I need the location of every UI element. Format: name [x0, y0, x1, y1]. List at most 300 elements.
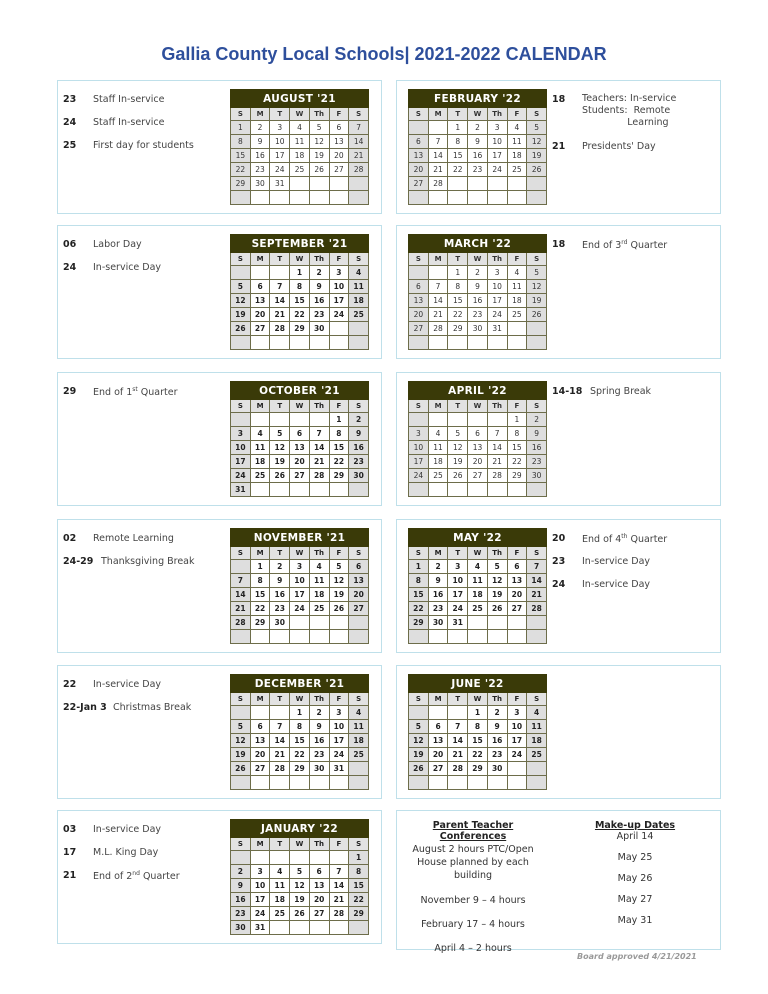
- calendar-day: 6: [507, 560, 527, 574]
- calendar-day: [290, 851, 310, 865]
- month-notes: [552, 239, 717, 262]
- note-item: [63, 870, 228, 893]
- day-name: Th: [309, 400, 329, 413]
- calendar-day: 7: [231, 574, 251, 588]
- calendar-day: [507, 177, 527, 191]
- note-item: [63, 386, 228, 409]
- calendar-day: [329, 191, 349, 205]
- calendar-day: 10: [329, 720, 349, 734]
- calendar-day: 20: [290, 455, 310, 469]
- calendar-day: 20: [309, 893, 329, 907]
- calendar-day: 23: [309, 748, 329, 762]
- calendar-day: [231, 560, 251, 574]
- calendar-day: 6: [468, 427, 488, 441]
- calendar-day: 21: [349, 149, 369, 163]
- calendar-day: [270, 336, 290, 350]
- calendar-day: 11: [349, 280, 369, 294]
- calendar-day: 11: [290, 135, 310, 149]
- calendar-day: [527, 630, 547, 644]
- day-name: M: [428, 400, 448, 413]
- calendar-day: 11: [309, 574, 329, 588]
- month-name: MAY '22: [409, 529, 547, 547]
- month-calendar: [230, 381, 369, 497]
- day-name: S: [349, 253, 369, 266]
- calendar-day: 12: [487, 574, 507, 588]
- calendar-day: [507, 616, 527, 630]
- month-notes: [63, 533, 228, 579]
- day-name: Th: [309, 838, 329, 851]
- calendar-day: [527, 322, 547, 336]
- calendar-day: 14: [448, 734, 468, 748]
- calendar-day: [250, 851, 270, 865]
- calendar-day: 19: [487, 588, 507, 602]
- calendar-day: 27: [428, 762, 448, 776]
- calendar-day: 4: [290, 121, 310, 135]
- calendar-day: 8: [468, 720, 488, 734]
- day-name: T: [270, 693, 290, 706]
- calendar-day: 27: [468, 469, 488, 483]
- calendar-day: [349, 177, 369, 191]
- calendar-day: 4: [309, 560, 329, 574]
- calendar-day: 16: [309, 734, 329, 748]
- calendar-day: 10: [250, 879, 270, 893]
- calendar-day: 12: [409, 734, 429, 748]
- note-text: Thanksgiving Break: [101, 556, 195, 567]
- day-name: Th: [487, 400, 507, 413]
- note-item: [552, 556, 717, 579]
- note-text: In-service Day: [93, 679, 162, 690]
- calendar-day: 15: [290, 734, 310, 748]
- calendar-day: 7: [270, 280, 290, 294]
- note-item: [63, 824, 228, 847]
- calendar-day: [250, 266, 270, 280]
- note-text: Presidents' Day: [582, 141, 656, 152]
- calendar-day: 31: [250, 921, 270, 935]
- note-item: [552, 386, 717, 409]
- calendar-day: 15: [250, 588, 270, 602]
- calendar-day: [250, 706, 270, 720]
- calendar-day: [270, 630, 290, 644]
- calendar-day: 4: [349, 706, 369, 720]
- calendar-day: 30: [527, 469, 547, 483]
- calendar-day: 13: [468, 441, 488, 455]
- note-text: Remote Learning: [93, 533, 174, 544]
- day-name: W: [468, 253, 488, 266]
- calendar-day: 22: [290, 308, 310, 322]
- day-name: S: [231, 400, 251, 413]
- calendar-day: 23: [349, 455, 369, 469]
- calendar-day: 22: [349, 893, 369, 907]
- calendar-day: 25: [527, 748, 547, 762]
- calendar-day: 19: [409, 748, 429, 762]
- day-name: M: [250, 693, 270, 706]
- calendar-day: [329, 322, 349, 336]
- calendar-day: 1: [409, 560, 429, 574]
- calendar-day: [329, 630, 349, 644]
- calendar-day: [329, 336, 349, 350]
- calendar-day: 27: [290, 469, 310, 483]
- calendar-day: 6: [250, 280, 270, 294]
- calendar-day: 21: [329, 893, 349, 907]
- calendar-day: 3: [409, 427, 429, 441]
- note-text: Spring Break: [590, 386, 652, 397]
- calendar-day: 18: [349, 294, 369, 308]
- day-name: S: [527, 253, 547, 266]
- note-date: 18: [552, 94, 566, 105]
- calendar-day: 28: [527, 602, 547, 616]
- calendar-day: [290, 483, 310, 497]
- calendar-day: 9: [468, 280, 488, 294]
- day-name: W: [468, 547, 488, 560]
- calendar-day: [428, 121, 448, 135]
- ptc-item: November 9 – 4 hours: [420, 895, 526, 906]
- calendar-day: 19: [231, 748, 251, 762]
- calendar-day: [290, 177, 310, 191]
- calendar-day: 27: [250, 322, 270, 336]
- calendar-day: 27: [349, 602, 369, 616]
- calendar-day: 14: [309, 441, 329, 455]
- calendar-day: [448, 177, 468, 191]
- calendar-day: 6: [409, 280, 429, 294]
- note-text: In-service Day: [93, 824, 162, 835]
- calendar-day: 29: [448, 322, 468, 336]
- calendar-day: 28: [270, 762, 290, 776]
- calendar-day: 10: [329, 280, 349, 294]
- calendar-day: [448, 336, 468, 350]
- calendar-day: 12: [309, 135, 329, 149]
- day-name: Th: [487, 253, 507, 266]
- note-date: 29: [63, 386, 77, 397]
- calendar-day: 28: [329, 907, 349, 921]
- calendar-day: 23: [250, 163, 270, 177]
- calendar-day: 27: [329, 163, 349, 177]
- note-text: In-service Day: [582, 579, 651, 590]
- note-date: 20: [552, 533, 566, 544]
- month-panel: [396, 80, 721, 214]
- day-name: S: [409, 108, 429, 121]
- calendar-day: 24: [231, 469, 251, 483]
- calendar-day: 12: [329, 574, 349, 588]
- month-panel: [57, 665, 382, 799]
- calendar-day: 29: [329, 469, 349, 483]
- calendar-day: 13: [309, 879, 329, 893]
- month-name: DECEMBER '21: [231, 675, 369, 693]
- calendar-day: 6: [349, 560, 369, 574]
- calendar-day: [250, 191, 270, 205]
- calendar-day: 24: [448, 602, 468, 616]
- calendar-day: 4: [349, 266, 369, 280]
- calendar-day: [409, 266, 429, 280]
- day-name: T: [448, 108, 468, 121]
- month-name: JANUARY '22: [231, 820, 369, 838]
- calendar-day: 6: [428, 720, 448, 734]
- calendar-day: [428, 266, 448, 280]
- day-name: S: [409, 400, 429, 413]
- calendar-day: 31: [270, 177, 290, 191]
- calendar-day: 28: [309, 469, 329, 483]
- calendar-day: 8: [448, 135, 468, 149]
- calendar-day: [349, 322, 369, 336]
- calendar-day: 1: [349, 851, 369, 865]
- note-item: [552, 94, 717, 141]
- calendar-day: 15: [409, 588, 429, 602]
- calendar-day: 29: [409, 616, 429, 630]
- note-item: [552, 239, 717, 262]
- calendar-day: 1: [507, 413, 527, 427]
- calendar-day: 1: [290, 706, 310, 720]
- month-name: JUNE '22: [409, 675, 547, 693]
- calendar-day: [349, 616, 369, 630]
- month-panel: [57, 810, 382, 944]
- calendar-day: [428, 483, 448, 497]
- calendar-day: 26: [329, 602, 349, 616]
- calendar-day: [349, 191, 369, 205]
- calendar-day: 9: [250, 135, 270, 149]
- calendar-day: 14: [487, 441, 507, 455]
- calendar-day: [527, 177, 547, 191]
- note-text: First day for students: [93, 140, 194, 151]
- day-name: Th: [487, 547, 507, 560]
- note-item: [63, 679, 228, 702]
- calendar-day: [309, 921, 329, 935]
- note-date: 24: [63, 117, 77, 128]
- day-name: T: [270, 547, 290, 560]
- calendar-day: 17: [448, 588, 468, 602]
- calendar-day: [507, 483, 527, 497]
- month-calendar: [408, 381, 547, 497]
- calendar-day: 16: [527, 441, 547, 455]
- month-name: FEBRUARY '22: [409, 90, 547, 108]
- calendar-day: 20: [329, 149, 349, 163]
- calendar-day: 2: [250, 121, 270, 135]
- calendar-day: 26: [487, 602, 507, 616]
- calendar-day: 3: [487, 121, 507, 135]
- calendar-day: 25: [270, 907, 290, 921]
- calendar-day: 13: [290, 441, 310, 455]
- calendar-day: 6: [290, 427, 310, 441]
- month-panel: [396, 372, 721, 506]
- calendar-day: [329, 776, 349, 790]
- calendar-day: 25: [507, 163, 527, 177]
- calendar-day: 6: [329, 121, 349, 135]
- day-name: T: [270, 400, 290, 413]
- calendar-day: [231, 776, 251, 790]
- calendar-day: 11: [527, 720, 547, 734]
- calendar-day: [527, 336, 547, 350]
- calendar-day: 18: [507, 149, 527, 163]
- calendar-day: 19: [527, 294, 547, 308]
- day-name: S: [349, 400, 369, 413]
- calendar-day: [468, 177, 488, 191]
- month-calendar: [408, 234, 547, 350]
- calendar-day: 10: [507, 720, 527, 734]
- ptc-item: February 17 – 4 hours: [421, 919, 525, 930]
- calendar-day: 5: [309, 121, 329, 135]
- calendar-day: 5: [448, 427, 468, 441]
- calendar-day: [349, 921, 369, 935]
- calendar-day: 4: [270, 865, 290, 879]
- calendar-day: 5: [290, 865, 310, 879]
- calendar-day: 5: [231, 720, 251, 734]
- day-name: F: [507, 693, 527, 706]
- makeup-item: May 31: [617, 915, 653, 926]
- calendar-day: 15: [290, 294, 310, 308]
- calendar-day: 21: [309, 455, 329, 469]
- calendar-day: 16: [270, 588, 290, 602]
- day-name: F: [507, 108, 527, 121]
- month-panel: [57, 519, 382, 653]
- calendar-day: 30: [487, 762, 507, 776]
- calendar-day: [428, 336, 448, 350]
- calendar-day: [231, 630, 251, 644]
- note-item: [63, 239, 228, 262]
- calendar-day: 15: [448, 149, 468, 163]
- day-name: S: [349, 108, 369, 121]
- calendar-day: 24: [290, 602, 310, 616]
- calendar-day: [309, 851, 329, 865]
- calendar-day: 25: [250, 469, 270, 483]
- calendar-day: [270, 483, 290, 497]
- day-name: Th: [487, 693, 507, 706]
- day-name: F: [329, 547, 349, 560]
- calendar-day: [409, 630, 429, 644]
- calendar-day: 12: [270, 441, 290, 455]
- day-name: S: [231, 108, 251, 121]
- calendar-day: 29: [290, 762, 310, 776]
- calendar-day: [487, 413, 507, 427]
- calendar-day: 10: [290, 574, 310, 588]
- calendar-day: 17: [231, 455, 251, 469]
- day-name: S: [527, 547, 547, 560]
- note-text: M.L. King Day: [93, 847, 159, 858]
- note-date: 17: [63, 847, 77, 858]
- page-title: Gallia County Local Schools| 2021-2022 CALENDAR: [161, 44, 607, 64]
- note-item: [63, 556, 228, 579]
- calendar-day: 26: [409, 762, 429, 776]
- calendar-day: 14: [231, 588, 251, 602]
- day-name: F: [329, 693, 349, 706]
- calendar-day: 26: [527, 163, 547, 177]
- calendar-day: [428, 413, 448, 427]
- month-calendar: [230, 674, 369, 790]
- month-panel: [396, 225, 721, 359]
- calendar-day: 15: [349, 879, 369, 893]
- month-notes: [552, 94, 717, 164]
- calendar-day: 18: [309, 588, 329, 602]
- calendar-day: [290, 413, 310, 427]
- day-name: S: [231, 253, 251, 266]
- calendar-day: 31: [329, 762, 349, 776]
- calendar-day: 18: [428, 455, 448, 469]
- note-item: [63, 140, 228, 163]
- calendar-day: 24: [507, 748, 527, 762]
- note-text: End of 3rd Quarter: [582, 239, 668, 252]
- calendar-day: 22: [507, 455, 527, 469]
- note-text: In-service Day: [582, 556, 651, 567]
- note-item: [552, 533, 717, 556]
- month-name: OCTOBER '21: [231, 382, 369, 400]
- note-date: 06: [63, 239, 77, 250]
- calendar-day: 22: [231, 163, 251, 177]
- note-text: End of 2nd Quarter: [93, 870, 180, 883]
- calendar-day: [448, 191, 468, 205]
- calendar-day: [409, 413, 429, 427]
- calendar-day: 21: [270, 748, 290, 762]
- calendar-day: [487, 177, 507, 191]
- calendar-day: 16: [468, 149, 488, 163]
- calendar-day: 9: [527, 427, 547, 441]
- calendar-day: [329, 483, 349, 497]
- calendar-day: [309, 630, 329, 644]
- calendar-day: 8: [290, 280, 310, 294]
- calendar-day: 12: [448, 441, 468, 455]
- calendar-day: 28: [487, 469, 507, 483]
- calendar-day: [250, 776, 270, 790]
- calendar-day: 29: [250, 616, 270, 630]
- calendar-day: 15: [231, 149, 251, 163]
- day-name: W: [290, 253, 310, 266]
- calendar-day: [448, 706, 468, 720]
- calendar-day: 18: [468, 588, 488, 602]
- day-name: T: [448, 253, 468, 266]
- ptc-item: August 2 hours PTC/Open House planned by each building: [412, 844, 534, 881]
- calendar-day: 7: [349, 121, 369, 135]
- calendar-day: 8: [290, 720, 310, 734]
- day-name: T: [270, 838, 290, 851]
- calendar-day: 13: [409, 149, 429, 163]
- month-calendar: [230, 819, 369, 935]
- calendar-day: 20: [409, 308, 429, 322]
- calendar-day: [309, 413, 329, 427]
- calendar-day: 4: [250, 427, 270, 441]
- calendar-day: [507, 776, 527, 790]
- calendar-day: 20: [409, 163, 429, 177]
- board-approved-note: Board approved 4/21/2021: [577, 952, 697, 961]
- month-calendar: [408, 89, 547, 205]
- calendar-day: 14: [349, 135, 369, 149]
- calendar-day: 17: [270, 149, 290, 163]
- calendar-day: 30: [428, 616, 448, 630]
- calendar-day: 9: [309, 720, 329, 734]
- calendar-day: [409, 191, 429, 205]
- calendar-day: 21: [428, 308, 448, 322]
- calendar-day: 9: [487, 720, 507, 734]
- calendar-day: [231, 413, 251, 427]
- month-notes: [63, 386, 228, 409]
- calendar-day: 11: [428, 441, 448, 455]
- calendar-day: [468, 616, 488, 630]
- calendar-day: 17: [250, 893, 270, 907]
- calendar-day: [448, 483, 468, 497]
- calendar-day: [231, 266, 251, 280]
- calendar-day: [409, 706, 429, 720]
- calendar-day: 13: [329, 135, 349, 149]
- month-name: SEPTEMBER '21: [231, 235, 369, 253]
- month-name: AUGUST '21: [231, 90, 369, 108]
- calendar-day: [487, 616, 507, 630]
- day-name: S: [349, 693, 369, 706]
- calendar-day: 3: [329, 266, 349, 280]
- calendar-day: [527, 776, 547, 790]
- note-date: 03: [63, 824, 77, 835]
- calendar-day: 19: [270, 455, 290, 469]
- calendar-day: 7: [527, 560, 547, 574]
- calendar-day: 25: [309, 602, 329, 616]
- calendar-day: [487, 336, 507, 350]
- calendar-day: 2: [270, 560, 290, 574]
- calendar-day: 3: [487, 266, 507, 280]
- calendar-day: 25: [507, 308, 527, 322]
